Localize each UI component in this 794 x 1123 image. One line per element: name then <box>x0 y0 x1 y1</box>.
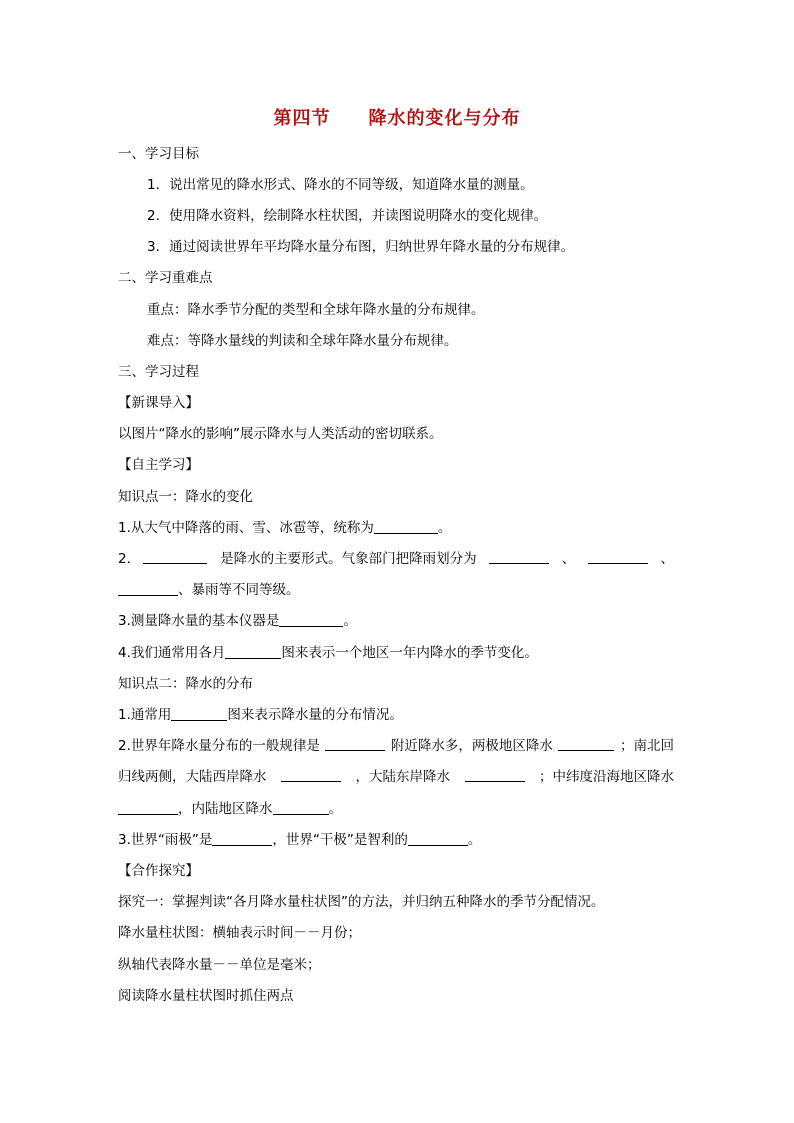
answer-blank[interactable] <box>279 613 343 627</box>
question-6-line-2: 归线两侧，大陆西岸降水 ，大陆东岸降水 ；中纬度沿海地区降水 <box>118 769 674 785</box>
intro-text: 以图片“降水的影响”展示降水与人类活动的密切联系。 <box>118 426 443 442</box>
question-2-continued: 、暴雨等不同等级。 <box>118 581 300 599</box>
answer-blank[interactable] <box>465 768 525 782</box>
answer-blank[interactable] <box>489 550 549 564</box>
answer-blank[interactable] <box>588 550 648 564</box>
intro-header: 【新课导入】 <box>118 395 199 411</box>
question-5: 1.通常用 图来表示降水量的分布情况。 <box>118 707 403 723</box>
section-heading-keypoints: 二、学习重难点 <box>118 270 213 286</box>
question-6: 2.世界年降水量分布的一般规律是 附近降水多，两极地区降水 ；南北回 <box>118 738 674 754</box>
section-heading-goals: 一、学习目标 <box>118 146 199 162</box>
answer-blank[interactable] <box>273 801 329 815</box>
goal-item-1: 1．说出常见的降水形式、降水的不同等级，知道降水量的测量。 <box>147 177 534 193</box>
question-6-line-3: ，内陆地区降水 。 <box>118 800 342 818</box>
goal-item-3: 3．通过阅读世界年平均降水量分布图，归纳世界年降水量的分布规律。 <box>147 239 575 255</box>
page-title: 第四节 降水的变化与分布 <box>273 108 521 129</box>
question-2: 2. 是降水的主要形式。气象部门把降雨划分为 、 、 <box>118 551 674 567</box>
answer-blank[interactable] <box>118 582 178 596</box>
answer-blank[interactable] <box>143 550 207 564</box>
answer-blank[interactable] <box>558 737 614 751</box>
bar-chart-note-reading: 阅读降水量柱状图时抓住两点 <box>118 988 294 1004</box>
cooperate-header: 【合作探究】 <box>118 863 199 879</box>
question-7: 3.世界“雨极”是 ，世界“干极”是智利的 。 <box>118 832 482 848</box>
key-point: 重点：降水季节分配的类型和全球年降水量的分布规律。 <box>147 302 485 318</box>
answer-blank[interactable] <box>212 832 272 846</box>
goal-item-2: 2．使用降水资料，绘制降水柱状图，并读图说明降水的变化规律。 <box>147 208 548 224</box>
knowledge-point-1: 知识点一：降水的变化 <box>118 489 253 505</box>
question-3: 3.测量降水量的基本仪器是 。 <box>118 613 357 629</box>
section-heading-process: 三、学习过程 <box>118 364 199 380</box>
answer-blank[interactable] <box>325 737 385 751</box>
bar-chart-note-x: 降水量柱状图：横轴表示时间－－月份； <box>118 925 361 941</box>
knowledge-point-2: 知识点二：降水的分布 <box>118 676 253 692</box>
self-study-header: 【自主学习】 <box>118 457 199 473</box>
question-4: 4.我们通常用各月 图来表示一个地区一年内降水的季节变化。 <box>118 645 538 661</box>
answer-blank[interactable] <box>374 520 438 534</box>
inquiry-1: 探究一：掌握判读“各月降水量柱状图”的方法，并归纳五种降水的季节分配情况。 <box>118 894 605 910</box>
bar-chart-note-y: 纵轴代表降水量－－单位是毫米； <box>118 957 321 973</box>
answer-blank[interactable] <box>408 832 468 846</box>
answer-blank[interactable] <box>281 768 341 782</box>
answer-blank[interactable] <box>171 707 227 721</box>
answer-blank[interactable] <box>118 801 178 815</box>
answer-blank[interactable] <box>225 645 281 659</box>
question-1: 1.从大气中降落的雨、雪、冰雹等，统称为 。 <box>118 520 452 536</box>
difficult-point: 难点：等降水量线的判读和全球年降水量分布规律。 <box>147 333 458 349</box>
